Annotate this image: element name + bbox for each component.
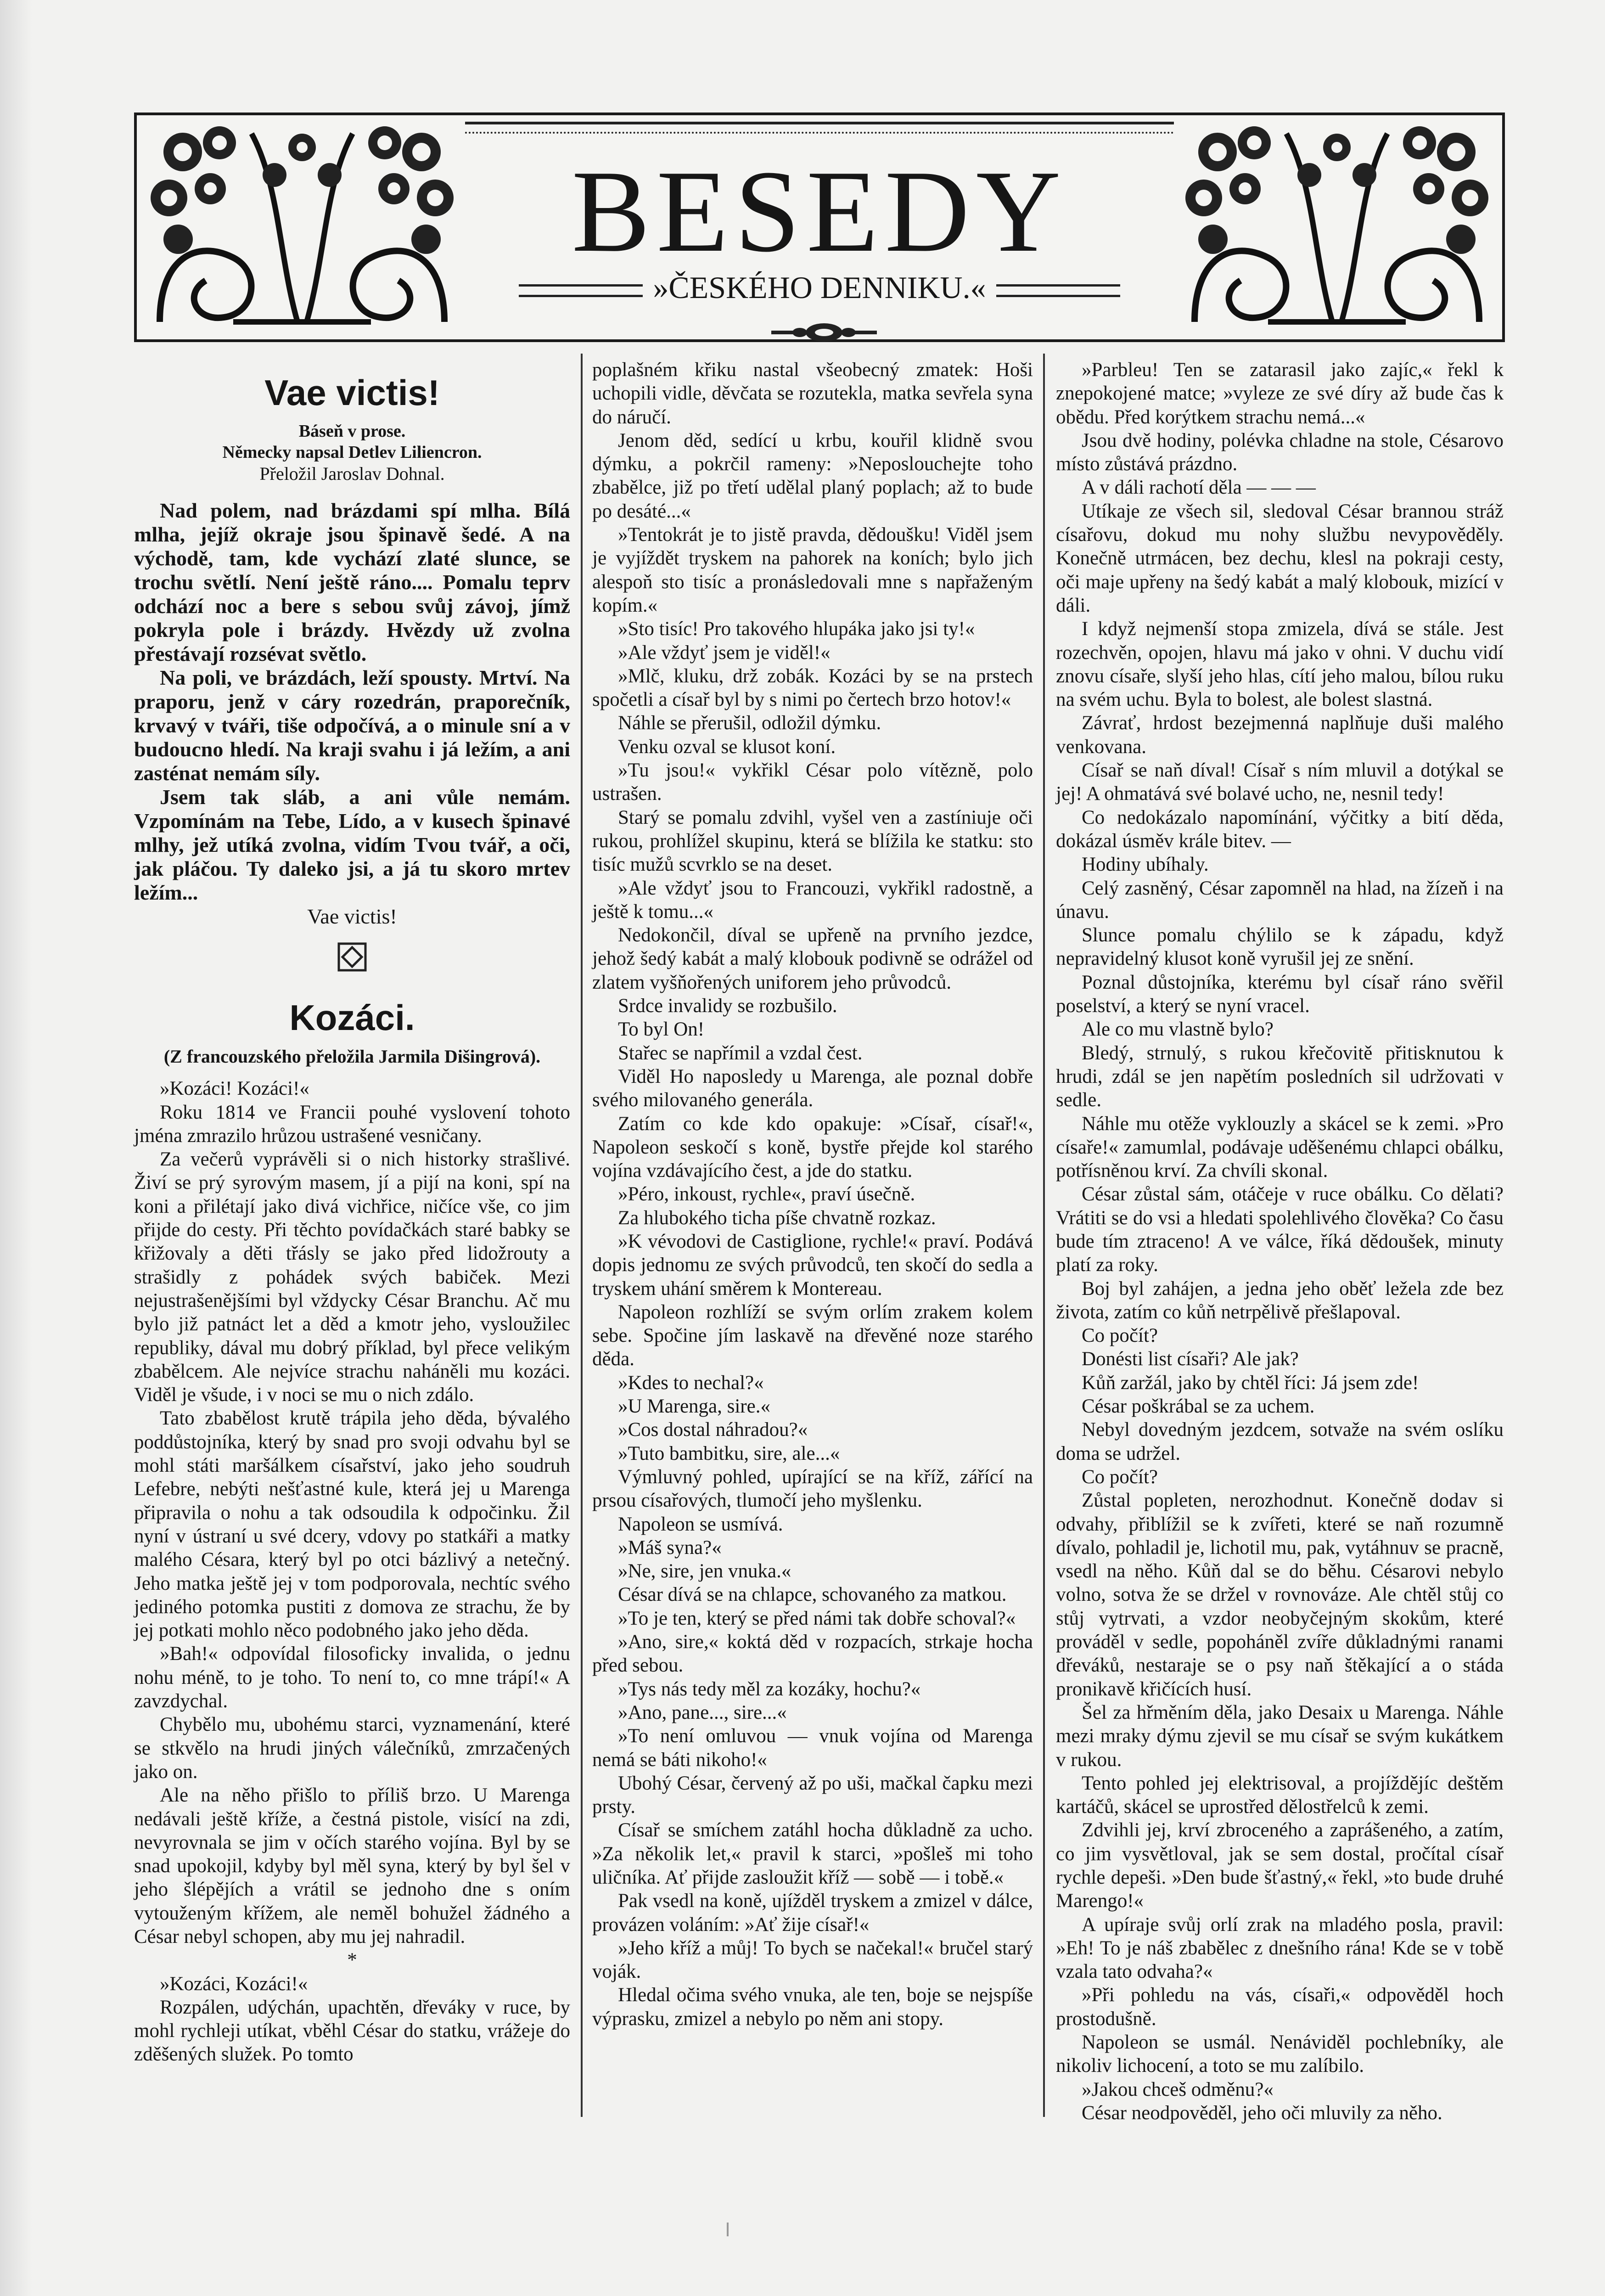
body-paragraph: »Mlč, kluku, drž zobák. Kozáci by se na prstech spočetli a císař byl by s nimi po čertech brzo hotov!« [592, 665, 1033, 711]
column-1 [134, 358, 570, 2066]
body-paragraph: Za večerů vyprávěli si o nich historky strašlivé. Živí se prý syrovým masem, jí a pijí na koni, spí na koni a přilétají jako divá vichřice, ničíce vše, co jim přijde do cesty. Při těchto povídačkách staré babky se křižovaly a děti třásly se jako před lidožrouty a strašidly z pohádek svých babiček. Mezi nejustrašenějšími byl vždycky César Branchu. Ač mu bylo již patnáct let a děd a kmotr jeho, vysloužilec republiky, dával mu dobrý příklad, byl přece velikým zbabělcem. Ale nejvíce strachu naháněli mu kozáci. Viděl je všude, i v noci se mu o nich zdálo. [134, 1148, 570, 1406]
body-paragraph: Celý zasněný, César zapomněl na hlad, na žízeň i na únavu. [1056, 877, 1504, 923]
body-paragraph: Napoleon rozhlíží se svým orlím zrakem kolem sebe. Spočine jím laskavě na dřevěné noze starého děda. [592, 1301, 1033, 1370]
body-paragraph: »Tys nás tedy měl za kozáky, hochu?« [618, 1678, 921, 1700]
body-paragraph: »Tentokrát je to jistě pravda, dědoušku! Viděl jsem je vyjíždět tryskem na pahorek na koních; bylo jich alespoň sto tisíc a pronásledovali mne s napřaženým kopím.« [592, 524, 1033, 616]
body-paragraph: I když nejmenší stopa zmizela, dívá se stále. Jest rozechvěn, opojen, hlavu má jako v ohni. V duchu vidí znovu císaře, slyší jeho hlas, cítí jeho malou, bílou ruku na svém uchu. Byla to bolest, ale bolest slastná. [1056, 618, 1504, 711]
body-paragraph: César dívá se na chlapce, schovaného za matkou. [618, 1584, 1007, 1606]
ornament-left-floral [141, 120, 463, 335]
ornament-right-floral [1176, 120, 1498, 335]
body-paragraph: Roku 1814 ve Francii pouhé vyslovení tohoto jména zmrazilo hrůzou ustrašené vesničany. [134, 1101, 570, 1147]
body-paragraph: »Cos dostal náhradou?« [618, 1419, 808, 1441]
body-paragraph: Utíkaje ze všech sil, sledoval César brannou stráž císařovu, dokud mu nohy službu nevypověděly. Konečně utrmácen, bez dechu, klesl na pokraji cesty, oči maje upřeny na šedý kabát a malý klobouk, mizící v dáli. [1056, 500, 1504, 616]
body-paragraph: Kůň zaržál, jako by chtěl říci: Já jsem zde! [1082, 1372, 1419, 1394]
body-paragraph: Srdce invalidy se rozbušilo. [618, 995, 837, 1017]
article-title-kozaci: Kozáci. [289, 997, 415, 1038]
body-paragraph: »Ale vždyť jsou to Francouzi, vykřikl radostně, a ještě k tomu...« [592, 877, 1033, 923]
body-paragraph: Zatím co kde kdo opakuje: »Císař, císař!«, Napoleon seskočí s koně, bystře přejde kol starého vojína vzdávajícího čest, a jde do statku. [592, 1113, 1033, 1182]
body-paragraph: »Jeho kříž a můj! To bych se načekal!« bručel starý voják. [592, 1937, 1033, 1983]
body-paragraph: »Ne, sire, jen vnuka.« [618, 1560, 791, 1582]
body-paragraph: Náhle mu otěže vyklouzly a skácel se k zemi. »Pro císaře!« zamumlal, podávaje uděšenému chlapci obálku, potřísněnou krví. Za chvíli skonal. [1056, 1113, 1504, 1182]
poem-closing: Vae victis! [307, 905, 397, 928]
body-paragraph: »To je ten, který se před námi tak dobře schoval?« [618, 1607, 1016, 1629]
body-paragraph: »Parbleu! Ten se zatarasil jako zajíc,« řekl k znepokojené matce; »vyleze ze své díry až bude čas k obědu. Před korýtkem strachu nemá...« [1056, 359, 1504, 428]
body-paragraph: Slunce pomalu chýlilo se k západu, když nepravidelný klusot koně vyrušil jej ze snění. [1056, 924, 1504, 970]
body-paragraph: Ubohý César, červený až po uši, mačkal čapku mezi prsty. [592, 1772, 1033, 1818]
body-paragraph: Hodiny ubíhaly. [1082, 854, 1209, 876]
body-paragraph: Jsou dvě hodiny, polévka chladne na stole, Césarovo místo zůstává prázdno. [1056, 429, 1504, 475]
section-separator [134, 942, 570, 979]
masthead-subtitle: »ČESKÉHO DENNIKU.« [653, 270, 986, 305]
body-paragraph: Co nedokázalo napomínání, výčitky a bití děda, dokázal úsměv krále bitev. — [1056, 806, 1504, 852]
body-paragraph: A upíraje svůj orlí zrak na mladého posla, pravil: »Eh! To je náš zbabělec z dnešního rána! Kde se v tobě vzala tato odvaha?« [1056, 1913, 1504, 1983]
body-paragraph: Nedokončil, díval se upřeně na prvního jezdce, jehož šedý kabát a malý klobouk podivně se odrážel od zlatem vyšňořených uniforem jeho průvodců. [592, 924, 1033, 993]
body-paragraph: Rozpálen, udýchán, upachtěn, dřeváky v ruce, by mohl rychleji utíkat, vběhl César do statku, vrážeje do zděšených služek. Po tomto [134, 1996, 570, 2065]
body-paragraph: Jenom děd, sedící u krbu, kouřil klidně svou dýmku, a pokrčil rameny: »Neposlouchejte toho zbabělce, již po třetí udělal planý poplach; až to bude po desáté...« [592, 429, 1033, 522]
article-subtitle: Báseň v prose. [298, 422, 406, 441]
body-paragraph: Za hlubokého ticha píše chvatně rozkaz. [618, 1207, 936, 1229]
body-paragraph: poplašném křiku nastal všeobecný zmatek: Hoši uchopili vidle, děvčata se rozutekla, matka sevřela syna do náručí. [592, 359, 1033, 428]
body-paragraph: »Kozáci, Kozáci!« [160, 1973, 308, 1995]
body-paragraph: »Tuto bambitku, sire, ale...« [618, 1442, 840, 1464]
body-paragraph: César neodpověděl, jeho oči mluvily za něho. [1082, 2102, 1442, 2124]
masthead-title: BESEDY [572, 146, 1067, 276]
subtitle-rule-right [996, 284, 1120, 297]
body-paragraph: César poškrábal se za uchem. [1082, 1396, 1315, 1418]
body-paragraph: Císař se smíchem zatáhl hocha důkladně za ucho. »Za několik let,« pravil k starci, »pošleš mi toho uličníka. Ať přijde zasloužit kříž — sobě — i tobě.« [592, 1819, 1033, 1888]
body-paragraph: Boj byl zahájen, a jedna jeho oběť ležela zde bez života, zatím co kůň netrpělivě přešlapoval. [1056, 1277, 1504, 1323]
body-paragraph: Napoleon se usmál. Nenáviděl pochlebníky, ale nikoliv lichocení, a toto se mu zalíbilo. [1056, 2032, 1504, 2077]
body-paragraph: »U Marenga, sire.« [618, 1396, 770, 1418]
body-paragraph: Náhle se přerušil, odložil dýmku. [618, 712, 881, 734]
body-paragraph: Co počít? [1082, 1325, 1158, 1347]
body-paragraph: Tento pohled jej elektrisoval, a projíždějíc deštěm kartáčů, skácel se uprostřed dělostřelců k zemi. [1056, 1772, 1504, 1818]
body-paragraph: »Jakou chceš odměnu?« [1082, 2078, 1274, 2100]
column-rule-2 [1043, 354, 1045, 2117]
body-paragraph: To byl On! [618, 1019, 705, 1041]
body-paragraph: Hledal očima svého vnuka, ale ten, boje se nejspíše výprasku, zmizel a nebylo po něm ani stopy. [592, 1984, 1033, 2030]
column-rule-1 [581, 354, 583, 2117]
body-paragraph: Viděl Ho naposledy u Marenga, ale poznal dobře svého milovaného generála. [592, 1065, 1033, 1111]
masthead-subtitle-row [465, 269, 1174, 306]
body-paragraph: Ale na něho přišlo to příliš brzo. U Marenga nedávali ještě kříže, a čestná pistole, visící na zdi, nevyrovnala se jim v očích starého vojína. Byl by se snad upokojil, kdyby byl měl syna, který by byl šel v jeho šlépějích a vrátil se jednoho dne s oním vytouženým křížem, ale neměl bohužel žádného a César nebyl schopen, aby mu jej nahradil. [134, 1784, 570, 1947]
masthead-top-rule [465, 122, 1174, 134]
article-author-line: Německy napsal Detlev Liliencron. [222, 443, 482, 462]
body-paragraph: César zůstal sám, otáčeje v ruce obálku. Co dělati? Vrátiti se do vsi a hledati spolehlivého člověka? Co času bude tím ztraceno! A ve válce, říká dědoušek, minuty platí za roky. [1056, 1183, 1504, 1276]
subtitle-rule-left [519, 284, 643, 297]
body-paragraph: Zůstal popleten, nerozhodnut. Konečně dodav si odvahy, přiblížil se k zvířeti, které se naň rozumně dívalo, pohladil je, lichotil mu, pak, vytáhnuv se pracně, vsedl na něho. Kůň dal se do běhu. Césarovi nebylo volno, sotva že se držel v rovnováze. Ale chtěl stůj co stůj vytrvati, a vzdor neobyčejným skokům, které prováděl v sedle, popoháněl zvíře důkladnými ranami dřeváků, nestaraje se o psy naň štěkající a o stáda pronikavě křičících husí. [1056, 1490, 1504, 1700]
body-paragraph: Donésti list císaři? Ale jak? [1082, 1348, 1299, 1370]
body-paragraph: Tato zbabělost krutě trápila jeho děda, bývalého poddůstojníka, který by snad pro svoji odvahu byl se mohl státi maršálkem císařství, jako jeho soudruh Lefebre, nebýti nešťastné kule, která jej u Marenga připravila o nohu a tak odsoudila k odpočinku. Žil nyní v ústraní u své dcery, vdovy po statkáři a matky malého Césara, který byl po otci bázlivý a netečný. Jeho matka ještě jej v tom podporovala, nechtíc svého jediného potomka pustiti z domova ze strachu, že by jej potkati mohlo něco podobného jako jeho děda. [134, 1407, 570, 1642]
body-paragraph: Zdvihli jej, krví zbroceného a zaprášeného, a zatím, co jim vysvětloval, jak se sem dostal, pročítal císař rychle depeši. »Den bude šťastný,« řekl, »to bude druhé Marengo!« [1056, 1819, 1504, 1912]
article-translator-line: Přeložil Jaroslav Dohnal. [259, 463, 445, 484]
body-paragraph: Císař se naň díval! Císař s ním mluvil a dotýkal se jej! A ohmatává své bolavé ucho, ne, nesnil tedy! [1056, 760, 1504, 805]
poem-paragraph: Na poli, ve brázdách, leží spousty. Mrtví. Na praporu, jenž v cáry rozedrán, praporečník, krvavý v tváři, tiše odpočívá, a o minule sní a v budoucno hledí. Na kraji svahu i já ležím, a ani zasténat nemám síly. [134, 666, 570, 785]
body-paragraph: Venku ozval se klusot koní. [618, 736, 836, 758]
body-paragraph: Stařec se napřímil a vzdal čest. [618, 1042, 863, 1064]
column-2 [592, 358, 1033, 2031]
article-title-vae-victis: Vae victis! [264, 372, 440, 413]
section-asterisk: * [347, 1949, 357, 1971]
body-paragraph: Napoleon se usmívá. [618, 1513, 783, 1535]
body-paragraph: »Péro, inkoust, rychle«, praví úsečně. [618, 1183, 915, 1205]
body-paragraph: Závrať, hrdost bezejmenná naplňuje duši malého venkovana. [1056, 712, 1504, 758]
body-paragraph: »Ano, sire,« koktá děd v rozpacích, strkaje hocha před sebou. [592, 1631, 1033, 1677]
column-3 [1056, 358, 1504, 2125]
body-paragraph: Chybělo mu, ubohému starci, vyznamenání, které se stkvělo na hrudi jiných válečníků, zmrzačených jako on. [134, 1714, 570, 1783]
body-paragraph: »Bah!« odpovídal filosoficky invalida, o jednu nohu méně, to je toho. To není to, co mne trápí!« A zavzdychal. [134, 1643, 570, 1712]
body-paragraph: »Tu jsou!« vykřikl César polo vítězně, polo ustrašen. [592, 760, 1033, 805]
body-paragraph: »K vévodovi de Castiglione, rychle!« praví. Podává dopis jednomu ze svých průvodců, ten skočí do sedla a tryskem uhání směrem k Montereau. [592, 1230, 1033, 1300]
body-paragraph: Šel za hřměním děla, jako Desaix u Marenga. Náhle mezi mraky dýmu zjevil se mu císař se svým kukátkem v rukou. [1056, 1701, 1504, 1771]
body-paragraph: Co počít? [1082, 1466, 1158, 1488]
poem-paragraph: Jsem tak sláb, a ani vůle nemám. Vzpomínám na Tebe, Lído, a v kusech špinavé mlhy, jež utíká zvolna, vidím Tvou tvář, a oči, jak pláčou. Ty daleko jsi, a já tu skoro mrtev ležím... [134, 785, 570, 904]
masthead-ornamental-divider [771, 317, 877, 349]
body-paragraph: »Ano, pane..., sire...« [618, 1701, 787, 1723]
body-paragraph: Ale co mu vlastně bylo? [1082, 1019, 1274, 1041]
diamond-ornament-icon [337, 942, 367, 972]
body-paragraph: »Ale vždyť jsem je viděl!« [618, 642, 831, 664]
article-translator-line: (Z francouzského přeložila Jarmila Dišingrová). [163, 1046, 541, 1067]
body-paragraph: »Při pohledu na vás, císaři,« odpověděl hoch prostodušně. [1056, 1984, 1504, 2030]
poem-paragraph: Nad polem, nad brázdami spí mlha. Bílá mlha, jejíž okraje jsou špinavě šedé. A na východě, tam, kde vychází zlaté slunce, se trochu světlí. Není ještě ráno.... Pomalu teprv odchází noc a bere s sebou svůj závoj, jímž pokryla pole i brázdy. Hvězdy už zvolna přestávají rozsévat světlo. [134, 499, 570, 665]
page-mark [725, 2223, 730, 2236]
body-paragraph: »Kozáci! Kozáci!« [160, 1078, 309, 1100]
body-paragraph: Poznal důstojníka, kterému byl císař ráno svěřil poselství, a který se nyní vracel. [1056, 971, 1504, 1017]
body-paragraph: »Kdes to nechal?« [618, 1372, 764, 1394]
body-paragraph: Starý se pomalu zdvihl, vyšel ven a zastíniuje oči rukou, prohlížel skupinu, která se blížila ke statku: sto tisíc mužů scvrklo se na deset. [592, 806, 1033, 876]
masthead [134, 113, 1505, 342]
body-paragraph: Pak vsedl na koně, ujížděl tryskem a zmizel v dálce, provázen voláním: »Ať žije císař!« [592, 1890, 1033, 1936]
body-paragraph: Bledý, strnulý, s rukou křečovitě přitisknutou k hrudi, zdál se jen napětím posledních sil udržovati v sedle. [1056, 1042, 1504, 1111]
body-paragraph: Nebyl dovedným jezdcem, sotvaže na svém oslíku doma se udržel. [1056, 1419, 1504, 1464]
body-paragraph: Výmluvný pohled, upírající se na kříž, zářící na prsou císařových, tlumočí jeho myšlenku. [592, 1466, 1033, 1512]
scan-edge [0, 0, 32, 2296]
body-paragraph: »Máš syna?« [618, 1536, 722, 1559]
body-paragraph: »Sto tisíc! Pro takového hlupáka jako jsi ty!« [618, 618, 975, 640]
body-paragraph: A v dáli rachotí děla — — — [1082, 477, 1316, 499]
body-paragraph: »To není omluvou — vnuk vojína od Marenga nemá se báti nikoho!« [592, 1725, 1033, 1771]
